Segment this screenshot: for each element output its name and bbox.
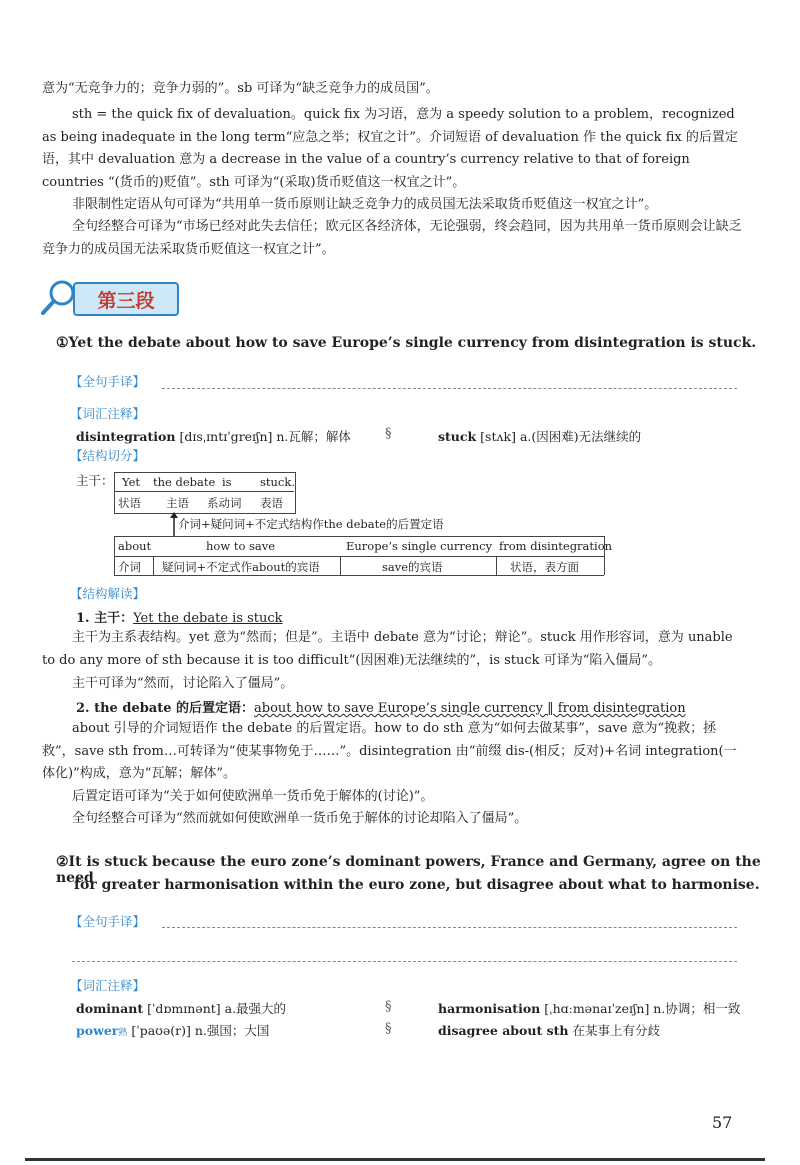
sub-role: 介词 — [118, 560, 141, 574]
answer-line[interactable] — [162, 927, 737, 928]
divider — [114, 556, 604, 557]
main-role: 状语 — [118, 496, 141, 510]
sentence-2-line1: ②It is stuck because the euro zone’s dominant powers, France and Germany, agree on the need — [56, 854, 761, 886]
main-role: 系动词 — [207, 496, 242, 510]
vocab-item-disintegration — [76, 427, 351, 445]
divider — [114, 536, 115, 575]
analysis-heading: 2. the debate 的后置定语： — [76, 701, 255, 716]
divider — [114, 575, 604, 576]
main-word: Yet — [122, 475, 141, 489]
analysis-2-trans: 后置定语可译为“关于如何使欧洲单一货币免于解体的(讨论)”。 — [72, 789, 434, 804]
vocab-item-stuck — [438, 427, 641, 445]
analysis-2-head — [76, 697, 686, 716]
vocab-item-dominant — [76, 999, 286, 1017]
vocab-item-harmonisation — [438, 999, 740, 1017]
analysis-1-head — [76, 607, 283, 626]
footer-rule — [25, 1158, 765, 1161]
divider — [114, 491, 294, 492]
vocab-def: [ˈdɒmɪnənt] a.最强大的 — [147, 1001, 287, 1016]
analysis-sentence: Yet the debate is stuck — [133, 611, 283, 626]
vocab-label-1: 【词汇注释】 — [70, 406, 146, 421]
main-role: 主语 — [166, 496, 189, 510]
main-word: stuck. — [260, 475, 295, 489]
main-word: is — [222, 475, 232, 489]
analysis-sentence: about how to save Europe’s single currency ‖ from disintegration — [254, 701, 686, 716]
vocab-def: [ˌhɑːmənaɪˈzeɪʃn] n.协调；相一致 — [544, 1001, 741, 1016]
sentence-1: ①Yet the debate about how to save Europe’s single currency from disintegration is stuck. — [56, 335, 757, 351]
vocab-word: stuck — [438, 429, 477, 444]
divider — [496, 556, 497, 575]
analysis-2-para: about 引导的介词短语作 the debate 的后置定语。how to do sth 意为“如何去做某事”，save 意为“挽救；拯救”，save sth from…可转译为“使某事物免于……”。disintegration 由“前缀 dis-(相反；反对)+名词 integration(一体化)”构成，意为“瓦解；解体”。 — [42, 721, 737, 781]
intro-nonrestrictive: 非限制性定语从句可译为“共用单一货币原则让缺乏竞争力的成员国无法采取货币贬值这一权宜之计”。 — [72, 197, 658, 212]
divider-icon: § — [385, 1021, 392, 1036]
sub-role: 疑问词+不定式作about的宾语 — [162, 560, 320, 574]
vocab-def: [stʌk] a.(因困难)无法继续的 — [480, 429, 642, 444]
divider-icon: § — [385, 426, 392, 441]
analysis-heading: 1. 主干： — [76, 611, 134, 626]
vocab-label-2: 【词汇注释】 — [70, 978, 146, 993]
answer-line[interactable] — [72, 961, 737, 962]
sub-word: how to save — [206, 539, 276, 553]
full-translation-label-2: 【全句手译】 — [70, 914, 146, 929]
main-word: the debate — [153, 475, 216, 489]
intro-whole: 全句经整合可译为“市场已经对此失去信任；欧元区各经济体，无论强弱，终会趋同，因为共用单一货币原则会让缺乏竞争力的成员国无法采取货币贬值这一权宜之计”。 — [42, 219, 742, 257]
analysis-1-para: 主干为主系表结构。yet 意为“然而；但是”。主语中 debate 意为“讨论；辩论”。stuck 用作形容词，意为 unable to do any more of sth because it is too difficult“(因困难)无法继续的”，is stuck 可译为“陷入僵局”。 — [42, 630, 733, 668]
sub-word: about — [118, 539, 152, 553]
sentence-2-line2: for greater harmonisation within the euro zone, but disagree about what to harmonise. — [74, 877, 760, 893]
vocab-item-power — [76, 1021, 269, 1039]
vocab-word: power — [76, 1023, 119, 1038]
vocab-def: [ˈpaʊə(r)] n.强国；大国 — [131, 1023, 270, 1038]
analysis-1-trans: 主干可译为“然而，讨论陷入了僵局”。 — [72, 676, 294, 691]
vocab-word: harmonisation — [438, 1001, 541, 1016]
vocab-word: dominant — [76, 1001, 144, 1016]
divider-icon: § — [385, 999, 392, 1014]
vocab-word: disagree about sth — [438, 1023, 569, 1038]
modifier-note: 介词+疑问词+不定式结构作the debate的后置定语 — [178, 517, 444, 531]
intro-line1: 意为“无竞争力的；竞争力弱的”。sb 可译为“缺乏竞争力的成员国”。 — [42, 81, 439, 96]
analysis-2-whole: 全句经整合可译为“然而就如何使欧洲单一货币免于解体的讨论却陷入了僵局”。 — [72, 811, 528, 826]
sub-role: 状语，表方面 — [510, 560, 579, 574]
intro-sth-para: sth = the quick fix of devaluation。quick fix 为习语，意为 a speedy solution to a problem，recognized as being inadequate in the long term“应急之举；权宜之计”。介词短语 of devaluation 作 the quick fix 的后置定语，其中 devaluation 意为 a decrease in the value of a country’s currency relative to that of foreign countries “(货币的)贬值”。sth 可译为“(采取)货币贬值这一权宜之计”。 — [42, 107, 738, 190]
main-label: 主干： — [76, 473, 114, 488]
full-translation-label-1: 【全句手译】 — [70, 374, 146, 389]
section-title: 第三段 — [73, 282, 179, 316]
sub-word: Europe’s single currency — [346, 539, 493, 553]
vocab-item-disagree — [438, 1021, 660, 1039]
structure-label-1: 【结构切分】 — [70, 448, 146, 463]
answer-line[interactable] — [162, 388, 737, 389]
vocab-def: [dɪsˌɪntɪˈgreɪʃn] n.瓦解；解体 — [179, 429, 351, 444]
vocab-def: 在某事上有分歧 — [572, 1023, 660, 1038]
vocab-word: disintegration — [76, 429, 176, 444]
divider — [114, 536, 604, 537]
sub-role: save的宾语 — [382, 560, 443, 574]
sub-word: from disintegration — [499, 539, 613, 553]
familiar-word-tag: 熟 — [118, 1028, 128, 1038]
divider — [340, 556, 341, 575]
main-role: 表语 — [260, 496, 283, 510]
analysis-label-1: 【结构解读】 — [70, 586, 146, 601]
page-number: 57 — [712, 1113, 733, 1132]
divider — [153, 556, 154, 575]
